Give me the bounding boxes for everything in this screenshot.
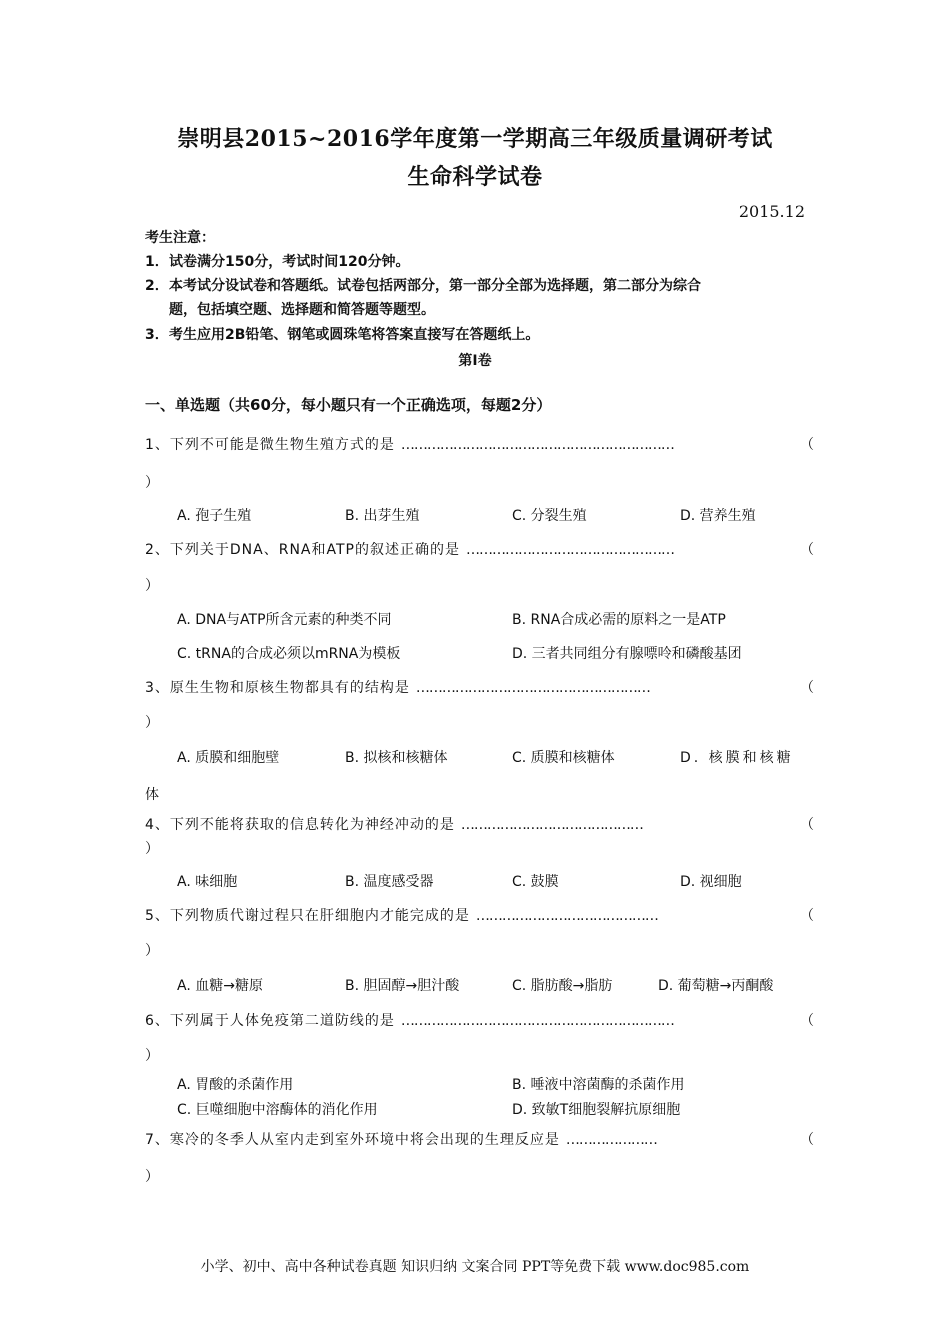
- notice-item-2: [145, 274, 701, 298]
- answer-paren-open: （: [800, 1013, 814, 1029]
- answer-paren-open: （: [800, 1132, 814, 1148]
- notice-item-text: 考生应用2B铅笔、钢笔或圆珠笔将答案直接写在答题纸上。: [169, 327, 540, 343]
- option-b: B. 胆固醇→胆汁酸: [345, 978, 460, 994]
- answer-paren-close: ）: [145, 1169, 159, 1185]
- answer-paren-close: ）: [145, 1048, 159, 1064]
- question-3: [145, 677, 805, 697]
- answer-paren-open: （: [800, 437, 814, 453]
- answer-paren-close: ）: [145, 943, 159, 959]
- option-a: A. 血糖→糖原: [177, 978, 263, 994]
- question-stem: 4、下列不能将获取的信息转化为神经冲动的是: [145, 817, 455, 833]
- option-c: C. 质膜和核糖体: [512, 750, 615, 766]
- option-a: A. 孢子生殖: [177, 508, 252, 524]
- answer-paren-close: ）: [145, 475, 159, 491]
- leader-dots: ……………………………………: [460, 817, 643, 833]
- volume-heading: 第I卷: [458, 353, 492, 369]
- option-c: C. 分裂生殖: [512, 508, 587, 524]
- option-d: D. 致敏T细胞裂解抗原细胞: [512, 1102, 681, 1118]
- answer-paren-open: （: [800, 817, 814, 833]
- question-6: [145, 1010, 805, 1030]
- notice-item-3: [145, 323, 539, 347]
- question-2: [145, 539, 805, 559]
- question-4: [145, 814, 805, 834]
- question-stem: 6、下列属于人体免疫第二道防线的是: [145, 1013, 395, 1029]
- question-1: [145, 434, 805, 454]
- option-c: C. 巨噬细胞中溶酶体的消化作用: [177, 1102, 378, 1118]
- notice-item-number: 2．: [145, 278, 169, 294]
- option-a: A. DNA与ATP所含元素的种类不同: [177, 612, 392, 628]
- notice-item-2-continued: 题，包括填空题、选择题和简答题等题型。: [169, 302, 435, 318]
- option-a: A. 味细胞: [177, 874, 238, 890]
- option-c: C. 鼓膜: [512, 874, 559, 890]
- answer-paren-open: （: [800, 908, 814, 924]
- option-b: B. RNA合成必需的原料之一是ATP: [512, 612, 726, 628]
- page-footer: 小学、初中、高中各种试卷真题 知识归纳 文案合同 PPT等免费下载 www.doc985.com: [200, 1259, 750, 1275]
- option-d: D. 营养生殖: [680, 508, 756, 524]
- notice-item-text: 本考试分设试卷和答题纸。试卷包括两部分，第一部分全部为选择题，第二部分为综合: [169, 278, 701, 294]
- answer-paren-open: （: [800, 542, 814, 558]
- question-5: [145, 905, 805, 925]
- answer-paren-close: ）: [145, 841, 159, 857]
- leader-dots: ………………………………………………: [415, 680, 650, 696]
- option-d: D. 三者共同组分有腺嘌呤和磷酸基团: [512, 646, 742, 662]
- notice-item-number: 3．: [145, 327, 169, 343]
- exam-title: 崇明县2015~2016学年度第一学期高三年级质量调研考试: [177, 126, 773, 152]
- notice-heading: 考生注意：: [145, 230, 215, 246]
- option-d: D. 核膜和核糖: [680, 750, 794, 766]
- option-c: C. 脂肪酸→脂肪: [512, 978, 613, 994]
- option-b: B. 出芽生殖: [345, 508, 420, 524]
- answer-paren-close: ）: [145, 715, 159, 731]
- option-a: A. 胃酸的杀菌作用: [177, 1077, 294, 1093]
- option-d-wrap: 体: [145, 787, 159, 803]
- leader-dots: ………………………………………………………: [400, 437, 674, 453]
- option-b: B. 唾液中溶菌酶的杀菌作用: [512, 1077, 685, 1093]
- exam-date: 2015.12: [738, 202, 805, 221]
- answer-paren-close: ）: [145, 578, 159, 594]
- notice-item-text: 试卷满分150分，考试时间120分钟。: [169, 254, 410, 270]
- question-stem: 7、寒冷的冬季人从室内走到室外环境中将会出现的生理反应是: [145, 1132, 560, 1148]
- leader-dots: …………………………………………: [466, 542, 674, 558]
- option-d: D. 视细胞: [680, 874, 742, 890]
- option-a: A. 质膜和细胞壁: [177, 750, 280, 766]
- question-stem: 5、下列物质代谢过程只在肝细胞内才能完成的是: [145, 908, 470, 924]
- exam-subtitle: 生命科学试卷: [407, 164, 543, 190]
- answer-paren-open: （: [800, 680, 814, 696]
- leader-dots: …………………: [565, 1132, 657, 1148]
- question-stem: 3、原生生物和原核生物都具有的结构是: [145, 680, 410, 696]
- option-c: C. tRNA的合成必须以mRNA为模板: [177, 646, 401, 662]
- question-stem: 2、下列关于DNA、RNA和ATP的叙述正确的是: [145, 542, 460, 558]
- leader-dots: ……………………………………: [475, 908, 658, 924]
- question-7: [145, 1129, 805, 1149]
- option-b: B. 温度感受器: [345, 874, 434, 890]
- question-stem: 1、下列不可能是微生物生殖方式的是: [145, 437, 395, 453]
- option-d: D. 葡萄糖→丙酮酸: [658, 978, 774, 994]
- leader-dots: ………………………………………………………: [400, 1013, 674, 1029]
- notice-item-1: [145, 250, 409, 274]
- option-b: B. 拟核和核糖体: [345, 750, 448, 766]
- notice-item-number: 1．: [145, 254, 169, 270]
- section-heading: 一、单选题（共60分，每小题只有一个正确选项，每题2分）: [145, 396, 552, 414]
